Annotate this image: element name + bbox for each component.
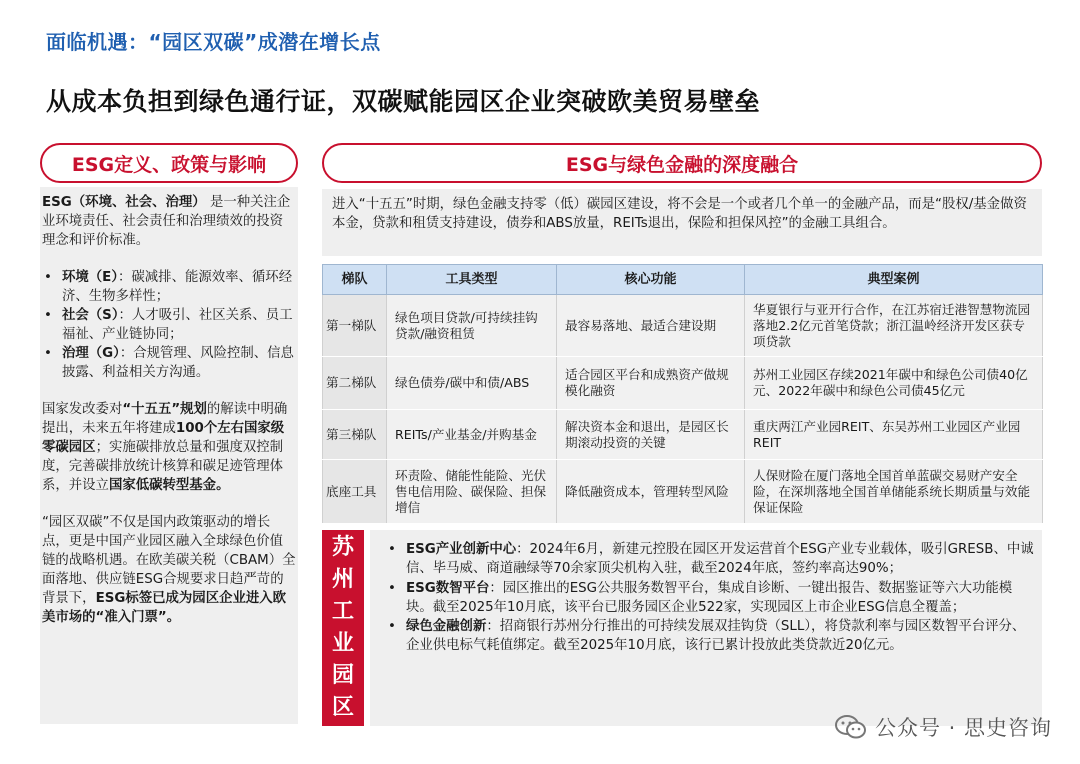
column-header: 典型案例 bbox=[745, 265, 1043, 295]
function-cell: 降低融资成本，管理转型风险 bbox=[557, 460, 745, 524]
text-run: 的解读中明确提出，未来五年将建成 bbox=[42, 402, 288, 436]
column-header: 梯队 bbox=[323, 265, 387, 295]
list-item bbox=[40, 344, 298, 382]
opportunity-paragraph bbox=[40, 513, 298, 627]
cases-cell: 华夏银行与亚开行合作，在江苏宿迁港智慧物流园落地2.2亿元首笔贷款；浙江温岭经济开发区获专项贷款 bbox=[745, 295, 1043, 357]
wechat-icon bbox=[835, 714, 867, 740]
case-text: ：园区推出的ESG公共服务数智平台，集成自诊断、一键出报告、数据鉴证等六大功能模块。截至2025年10月底，该平台已服务园区企业522家，实现园区上市企业ESG信息全覆盖； bbox=[406, 580, 1013, 615]
label-char: 州 bbox=[331, 567, 354, 592]
finance-tiers-table bbox=[322, 264, 1043, 524]
label-char: 园 bbox=[331, 663, 354, 688]
esg-intro-text: 是一种关注企业环境责任、社会责任和治理绩效的投资理念和评价标准。 bbox=[42, 195, 291, 248]
list-item bbox=[40, 268, 298, 306]
list-item bbox=[380, 617, 1034, 656]
case-text: ：招商银行苏州分行推出的可持续发展双挂钩贷（SLL），将贷款利率与园区数智平台评分、企业供电标气耗值绑定。截至2025年10月底，该行已累计投放此类贷款近20亿元。 bbox=[406, 619, 1026, 654]
label-char: 工 bbox=[331, 599, 354, 624]
suzhou-park-cases bbox=[370, 530, 1042, 726]
esg-definition-header: ESG定义、政策与影响 bbox=[40, 143, 298, 183]
watermark-text: 公众号 · 思史咨询 bbox=[874, 716, 1052, 740]
list-item bbox=[380, 579, 1034, 618]
table-header-row bbox=[323, 265, 1043, 295]
policy-paragraph bbox=[40, 400, 298, 495]
pillar-text: ：碳减排、能源效率、循环经济、生物多样性； bbox=[62, 270, 293, 304]
tier-cell: 第三梯队 bbox=[323, 410, 387, 460]
cases-cell: 苏州工业园区存续2021年碳中和绿色公司债40亿元、2022年碳中和绿色公司债45亿元 bbox=[745, 357, 1043, 410]
text-run: “园区双碳”不仅是国内政策驱动的增长点，更是中国产业园区融入全球绿色价值链的战略机遇。在欧美碳关税（CBAM）全面落地、供应链ESG合规要求日趋严苛的背景下， bbox=[42, 515, 296, 606]
section-tag: 面临机遇：“园区双碳”成潜在增长点 bbox=[46, 30, 381, 54]
pillar-text: ：合规管理、风险控制、信息披露、利益相关方沟通。 bbox=[62, 346, 294, 380]
pillar-text: ：人才吸引、社区关系、员工福祉、产业链协同； bbox=[62, 308, 293, 342]
table-row bbox=[323, 295, 1043, 357]
list-item bbox=[380, 540, 1034, 579]
pillar-term: 治理（G） bbox=[62, 346, 120, 361]
table-row bbox=[323, 410, 1043, 460]
tools-cell: 绿色项目贷款/可持续挂钩贷款/融资租赁 bbox=[387, 295, 557, 357]
suzhou-cases-list bbox=[380, 540, 1034, 656]
label-char: 区 bbox=[331, 695, 354, 720]
label-char: 苏 bbox=[331, 535, 354, 560]
column-header: 核心功能 bbox=[557, 265, 745, 295]
esg-intro-term: ESG（环境、社会、治理） bbox=[42, 195, 206, 210]
pillar-term: 社会（S） bbox=[62, 308, 119, 323]
function-cell: 解决资本金和退出，是园区长期滚动投资的关键 bbox=[557, 410, 745, 460]
esg-intro bbox=[40, 193, 298, 250]
esg-pillars-list bbox=[40, 268, 298, 382]
function-cell: 最容易落地、最适合建设期 bbox=[557, 295, 745, 357]
cases-cell: 人保财险在厦门落地全国首单蓝碳交易财产安全险，在深圳落地全国首单储能系统长期质量与效能保证保险 bbox=[745, 460, 1043, 524]
esg-finance-header: ESG与绿色金融的深度融合 bbox=[322, 143, 1042, 183]
watermark bbox=[835, 712, 1052, 742]
text-run-bold: “十五五”规划 bbox=[122, 402, 207, 417]
page-title: 从成本负担到绿色通行证，双碳赋能园区企业突破欧美贸易壁垒 bbox=[46, 87, 761, 116]
text-run: ；实施碳排放总量和强度双控制度，完善碳排放统计核算和碳足迹管理体系，并设立 bbox=[42, 440, 284, 493]
tools-cell: REITs/产业基金/并购基金 bbox=[387, 410, 557, 460]
text-run: 国家发改委对 bbox=[42, 402, 123, 417]
text-run-bold: ESG标签已成为园区企业进入欧美市场的“准入门票”。 bbox=[42, 591, 287, 625]
text-run-bold: 国家低碳转型基金。 bbox=[108, 478, 230, 493]
case-term: ESG数智平台 bbox=[406, 580, 490, 596]
tier-cell: 第二梯队 bbox=[323, 357, 387, 410]
case-text: ：2024年6月，新建元控股在园区开发运营首个ESG产业专业载体，吸引GRESB、中诚信、毕马威、商道融绿等70余家顶尖机构入驻，截至2024年底，签约率高达90%； bbox=[406, 542, 1034, 577]
cases-cell: 重庆两江产业园REIT、东吴苏州工业园区产业园REIT bbox=[745, 410, 1043, 460]
pillar-term: 环境（E） bbox=[62, 270, 119, 285]
tools-cell: 绿色债券/碳中和债/ABS bbox=[387, 357, 557, 410]
text-run-bold: 100个左右国家级零碳园区 bbox=[42, 421, 285, 455]
suzhou-park-label bbox=[322, 530, 364, 726]
column-header: 工具类型 bbox=[387, 265, 557, 295]
tools-cell: 环责险、储能性能险、光伏售电信用险、碳保险、担保增信 bbox=[387, 460, 557, 524]
list-item bbox=[40, 306, 298, 344]
case-term: ESG产业创新中心 bbox=[406, 542, 517, 557]
table-row bbox=[323, 460, 1043, 524]
table-row bbox=[323, 357, 1043, 410]
label-char: 业 bbox=[331, 631, 354, 656]
tier-cell: 底座工具 bbox=[323, 460, 387, 524]
function-cell: 适合园区平台和成熟资产做规模化融资 bbox=[557, 357, 745, 410]
case-term: 绿色金融创新 bbox=[406, 619, 487, 635]
tier-cell: 第一梯队 bbox=[323, 295, 387, 357]
finance-intro: 进入“十五五”时期，绿色金融支持零（低）碳园区建设，将不会是一个或者几个单一的金融产品，而是“股权/基金做资本金，贷款和租赁支持建设，债券和ABS放量，REITs退出，保险和担保风控”的金融工具组合。 bbox=[322, 189, 1042, 256]
esg-definition-panel bbox=[40, 187, 298, 724]
